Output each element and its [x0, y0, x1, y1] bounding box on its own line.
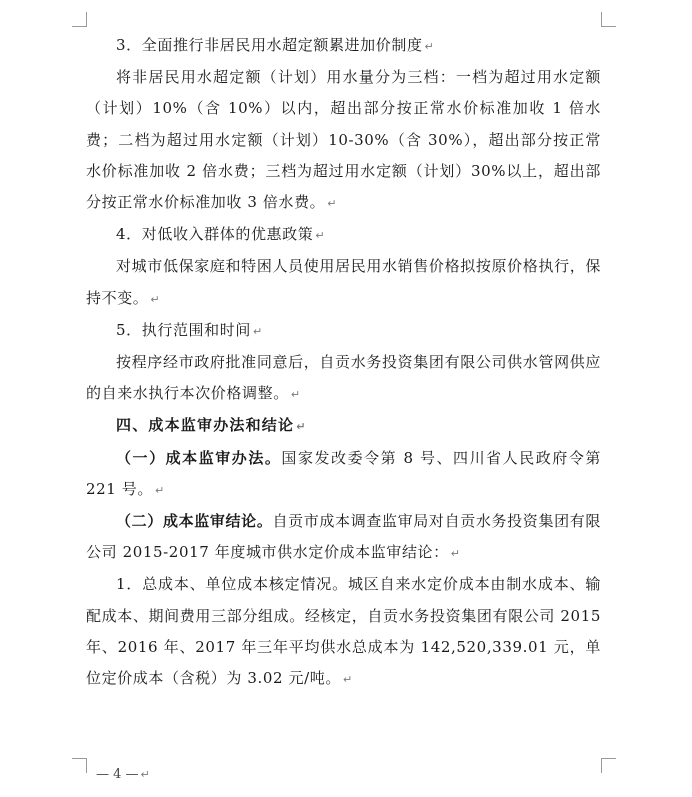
- section-heading-cost-audit: [86, 410, 601, 442]
- crop-mark-top-right: [601, 12, 616, 27]
- paragraph-scope-and-time: [86, 347, 601, 410]
- crop-mark-bottom-right: [601, 758, 616, 773]
- paragraph-audit-conclusion: [86, 506, 601, 569]
- crop-mark-top-left: [72, 12, 87, 27]
- page-number-footer: [96, 767, 150, 782]
- paragraph-total-cost: [86, 569, 601, 695]
- paragraph-text: 自贡市成本调查监审局对自贡水务投资集团有限公司 2015-2017 年度城市供水定价成本监审结论：: [86, 512, 601, 562]
- paragraph-mark-icon: ↵: [252, 324, 263, 338]
- paragraph-text: 将非居民用水超定额（计划）用水量分为三档：一档为超过用水定额（计划）10%（含 10%）以内，超出部分按正常水价标准加收 1 倍水费；二档为超过用水定额（计划）10-30%（含 30%），超出部分按正常水价标准加收 2 倍水费；三档为超过用水定额（计划）30%以上，超出部分按正常水价标准加收 3 倍水费。: [86, 68, 601, 212]
- paragraph-mark-icon: ↵: [424, 40, 435, 53]
- paragraph-text: 5．执行范围和时间: [116, 320, 251, 339]
- paragraph-mark-icon: ↵: [155, 483, 165, 497]
- paragraph-text: 按程序经市政府批准同意后，自贡水务投资集团有限公司供水管网供应的自来水执行本次价格调整。: [86, 353, 601, 403]
- paragraph-text: 对城市低保家庭和特困人员使用居民用水销售价格拟按原价格执行，保持不变。: [86, 257, 601, 307]
- paragraph-item3-title: [86, 30, 601, 62]
- paragraph-text: 四、成本监审办法和结论: [116, 416, 295, 435]
- paragraph-mark-icon: ↵: [290, 388, 301, 402]
- page-number: — 4 —: [96, 767, 139, 782]
- paragraph-text: 国家发改委令第 8 号、四川省人民政府令第 221 号。: [86, 448, 601, 498]
- paragraph-lead-bold: （一）成本监审办法。: [116, 448, 282, 467]
- document-body: [86, 30, 601, 695]
- paragraph-mark-icon: ↵: [140, 768, 150, 781]
- paragraph-text: 3．全面推行非居民用水超定额累进加价制度: [116, 36, 423, 54]
- paragraph-item4-title: [86, 219, 601, 251]
- paragraph-lead-bold: （二）成本监审结论。: [116, 512, 273, 531]
- paragraph-mark-icon: ↵: [343, 673, 353, 687]
- paragraph-mark-icon: ↵: [150, 292, 161, 306]
- paragraph-item5-title: [86, 315, 601, 347]
- paragraph-low-income-policy: [86, 251, 601, 314]
- paragraph-mark-icon: ↵: [315, 229, 326, 243]
- paragraph-mark-icon: ↵: [296, 420, 307, 434]
- paragraph-tier-description: [86, 62, 601, 219]
- paragraph-audit-method: [86, 443, 601, 506]
- paragraph-mark-icon: ↵: [450, 547, 461, 561]
- paragraph-text: 4．对低收入群体的优惠政策: [116, 225, 314, 244]
- paragraph-mark-icon: ↵: [327, 197, 338, 211]
- paragraph-text: 1．总成本、单位成本核定情况。城区自来水定价成本由制水成本、输配成本、期间费用三部分组成。经核定，自贡水务投资集团有限公司 2015 年、2016 年、2017 年三年平均供水总成本为 142,520,339.01 元，单位定价成本（含税）为 3.02 元/吨。: [86, 575, 601, 688]
- crop-mark-bottom-left: [72, 758, 87, 773]
